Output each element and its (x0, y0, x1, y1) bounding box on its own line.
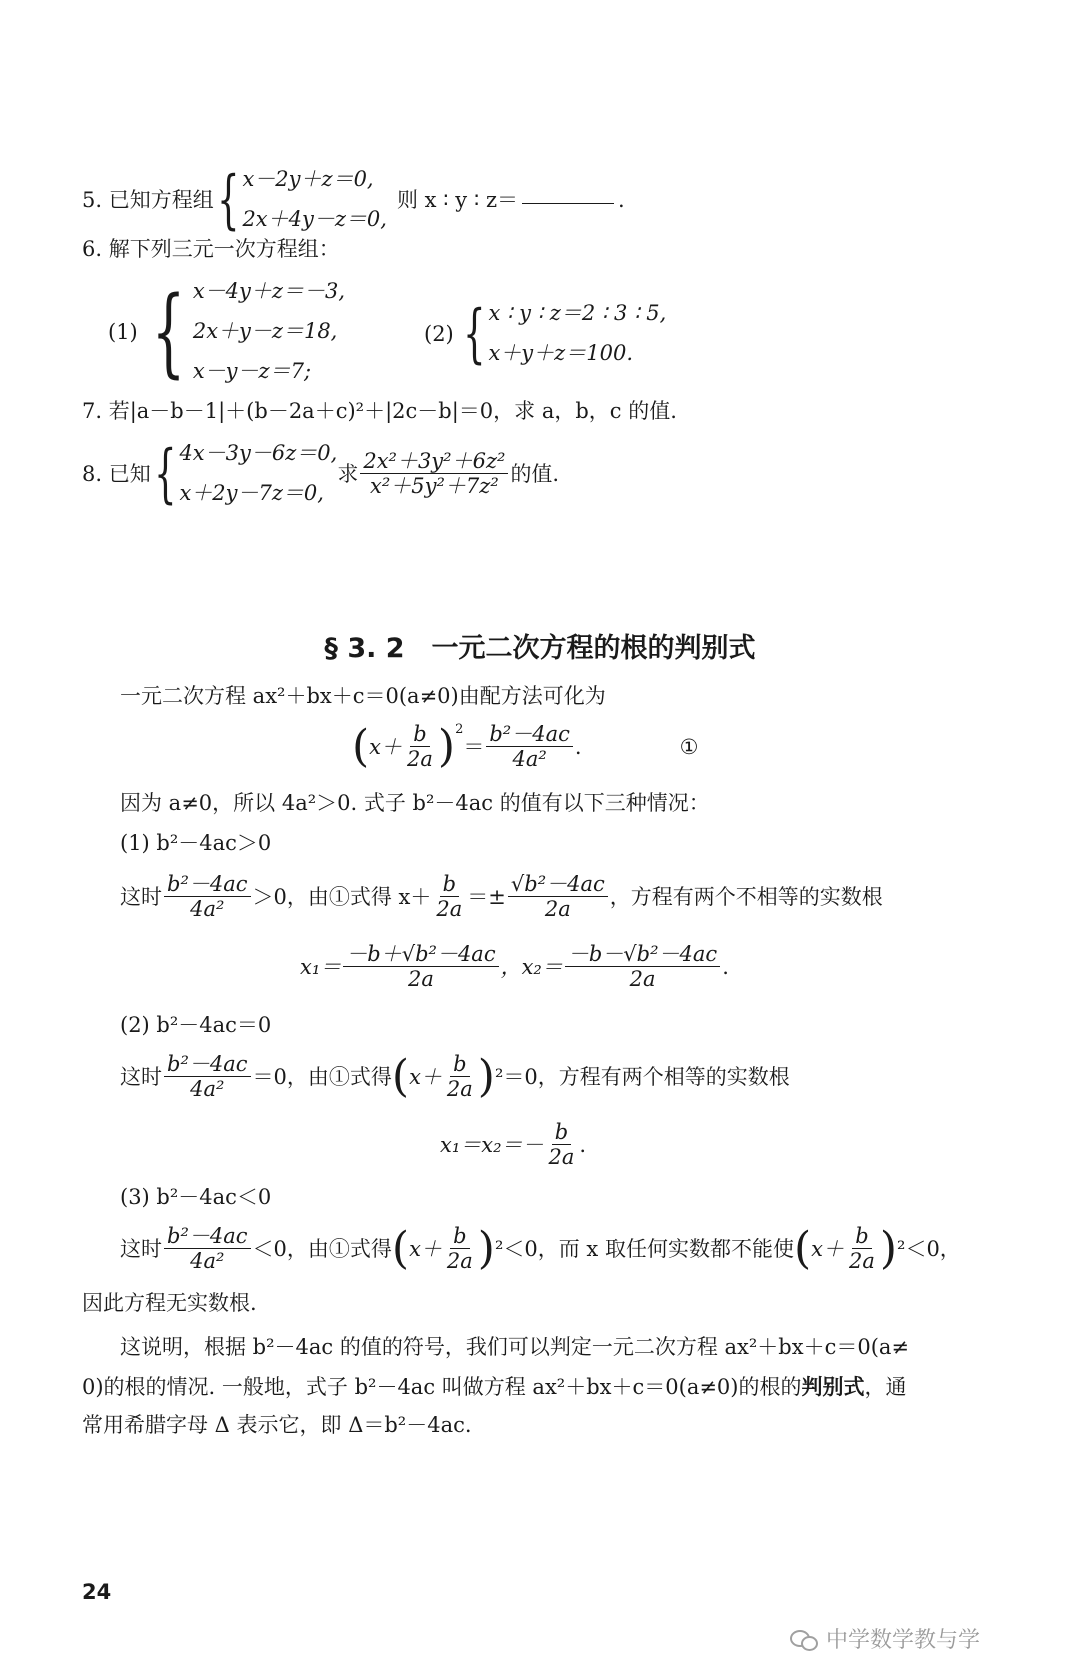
problem-8-label: 8. 已知 (82, 461, 151, 486)
fraction-denominator: 4a² (190, 897, 225, 922)
problem-6-sub1 (108, 272, 345, 392)
left-paren-icon: ( (793, 1222, 812, 1274)
case-3-prefix: 这时 (120, 1236, 162, 1261)
eq1-b-over-2a (404, 722, 436, 771)
sub2-eq2: x＋y＋z＝100. (488, 340, 633, 365)
fraction-numerator: b (410, 722, 429, 747)
problem-8-eq1: 4x－3y－6z＝0, (179, 441, 338, 465)
fraction-denominator: x²＋5y²＋7z² (370, 474, 499, 499)
problem-6-sub2 (424, 294, 666, 374)
case-3-text-d: ²＜0， (897, 1236, 961, 1261)
paragraph-line-3: 常用希腊字母 Δ 表示它，即 Δ＝b²－4ac. (82, 1413, 472, 1437)
right-paren-icon: ) (879, 1222, 898, 1274)
fraction-numerator: b (552, 1120, 571, 1145)
eq1-right-fraction (486, 722, 573, 771)
x2-fraction (565, 942, 720, 991)
brace-icon: { (153, 436, 177, 511)
fraction-denominator: 2a (446, 1249, 473, 1274)
case-3-continuation: 因此方程无实数根. (82, 1291, 257, 1315)
sub2-system (488, 294, 666, 374)
right-paren-icon: ) (477, 1222, 495, 1274)
fraction-numerator: b (440, 872, 459, 897)
answer-blank (522, 203, 614, 204)
fraction-numerator: b²－4ac (164, 1224, 251, 1249)
discriminant-fraction (164, 1224, 251, 1273)
problem-5-eq1: x－2y＋z＝0, (242, 167, 374, 191)
problem-5-eq2: 2x＋4y－z＝0, (242, 206, 387, 231)
problem-6-label: 6. 解下列三元一次方程组： (82, 237, 340, 261)
fraction-denominator: 2a (548, 1145, 575, 1170)
problem-5 (82, 160, 625, 240)
fraction-numerator: －b－√b²－4ac (565, 942, 720, 967)
case-1-prefix: 这时 (120, 884, 162, 909)
fraction-numerator: b²－4ac (164, 872, 251, 897)
problem-5-end: . (618, 187, 625, 212)
case-2-line (120, 1052, 790, 1101)
double-root-fraction (546, 1120, 578, 1169)
case-2-text-c: ²＝0，方程有两个相等的实数根 (494, 1064, 790, 1089)
case-2-prefix: 这时 (120, 1064, 162, 1089)
x2-label: ，x₂＝ (500, 954, 563, 979)
page-number: 24 (82, 1580, 112, 1604)
double-root-end: . (579, 1132, 587, 1157)
problem-5-system (242, 160, 387, 240)
paragraph-line-2 (82, 1374, 906, 1400)
fraction-denominator: 2a (848, 1249, 875, 1274)
case-3-text-c: ²＜0，而 x 取任何实数都不能使 (494, 1236, 794, 1261)
discriminant-term: 判别式 (801, 1374, 865, 1399)
root-fraction (508, 872, 608, 921)
case-2-heading: (2) b²－4ac＝0 (120, 1013, 272, 1037)
discriminant-fraction (164, 872, 251, 921)
case-3-heading: (3) b²－4ac＜0 (120, 1185, 272, 1209)
fraction-numerator: √b²－4ac (508, 872, 608, 897)
sub1-eq3: x－y－z＝7; (192, 358, 312, 383)
problem-5-label: 5. 已知方程组 (82, 187, 214, 212)
case-2-x: x＋ (409, 1064, 442, 1089)
watermark (790, 1623, 980, 1654)
eq1-equals: ＝ (463, 734, 485, 759)
sub1-eq1: x－4y＋z＝－3, (192, 279, 345, 303)
fraction-denominator: 4a² (190, 1249, 225, 1274)
b-over-2a-fraction (433, 872, 465, 921)
fraction-numerator: b²－4ac (164, 1052, 251, 1077)
problem-8-mid: 求 (337, 461, 359, 486)
roots-end: . (722, 954, 729, 979)
paragraph-line-1: 这说明，根据 b²－4ac 的值的符号，我们可以判定一元二次方程 ax²＋bx＋c＝0(a≠ (120, 1335, 910, 1359)
sub1-eq2: 2x＋y－z＝18, (192, 318, 338, 343)
paragraph-line-2-text: 0)的根的情况. 一般地，式子 b²－4ac 叫做方程 ax²＋bx＋c＝0(a≠0)的根的 (82, 1375, 802, 1399)
b-over-2a-fraction (444, 1224, 476, 1273)
section-title: § 3. 2 一元二次方程的根的判别式 (324, 633, 756, 664)
brace-icon: { (216, 162, 240, 237)
fraction-denominator: 4a² (190, 1077, 225, 1102)
case-1-heading: (1) b²－4ac＞0 (120, 831, 272, 855)
left-paren-icon: ( (391, 1050, 410, 1102)
right-paren-icon: ) (477, 1050, 495, 1102)
case-2-text-b: ＝0，由①式得 (252, 1064, 392, 1089)
case-3-x: x＋ (409, 1236, 442, 1261)
case-1-text-c: ＝± (467, 884, 506, 909)
case-3-x2: x＋ (811, 1236, 844, 1261)
problem-7: 7. 若|a－b－1|＋(b－2a＋c)²＋|2c－b|＝0，求 a，b，c 的值. (82, 399, 677, 423)
problem-5-tail: 则 x ∶ y ∶ z＝ (396, 187, 519, 212)
equation-marker: ① (679, 734, 699, 759)
fraction-numerator: b (852, 1224, 871, 1249)
equation-1 (352, 722, 698, 771)
fraction-numerator: b (450, 1052, 469, 1077)
problem-8-tail: 的值. (510, 461, 560, 486)
because-line: 因为 a≠0，所以 4a²＞0. 式子 b²－4ac 的值有以下三种情况： (120, 791, 710, 815)
fraction-denominator: 2a (407, 967, 434, 992)
eq1-left: x＋ (369, 734, 403, 759)
fraction-denominator: 2a (446, 1077, 473, 1102)
fraction-denominator: 2a (436, 897, 463, 922)
brace-icon: { (462, 296, 486, 371)
roots-line (300, 942, 729, 991)
sub2-eq1: x ∶ y ∶ z＝2 ∶ 3 ∶ 5, (488, 301, 667, 325)
watermark-text: 中学数学教与学 (826, 1628, 981, 1653)
left-paren-icon: ( (391, 1222, 410, 1274)
eq1-end: . (574, 734, 582, 759)
eq1-square: 2 (455, 722, 464, 737)
fraction-denominator: 2a (629, 967, 656, 992)
case-1-text-d: ，方程有两个不相等的实数根 (609, 884, 883, 909)
x1-label: x₁＝ (300, 954, 342, 979)
problem-8-system (179, 434, 337, 514)
sub1-label: (1) (108, 319, 138, 344)
fraction-denominator: 4a² (512, 747, 547, 772)
fraction-numerator: －b＋√b²－4ac (343, 942, 498, 967)
wechat-icon (790, 1628, 818, 1650)
fraction-denominator: 2a (544, 897, 571, 922)
sub1-system (193, 272, 345, 392)
right-paren-icon: ) (437, 720, 456, 772)
fraction-numerator: b (450, 1224, 469, 1249)
problem-8 (82, 434, 559, 514)
sub2-label: (2) (424, 321, 454, 346)
problem-8-eq2: x＋2y－7z＝0, (179, 480, 324, 505)
double-root-label: x₁＝x₂＝－ (440, 1132, 544, 1157)
problem-8-fraction (360, 449, 508, 498)
discriminant-fraction (164, 1052, 251, 1101)
intro-line: 一元二次方程 ax²＋bx＋c＝0(a≠0)由配方法可化为 (120, 684, 606, 708)
fraction-numerator: b²－4ac (486, 722, 573, 747)
fraction-numerator: 2x²＋3y²＋6z² (360, 449, 508, 474)
left-paren-icon: ( (352, 720, 370, 772)
brace-icon: { (151, 275, 186, 388)
double-root-line (440, 1120, 586, 1169)
paragraph-line-2-tail: ，通 (864, 1375, 907, 1399)
x1-fraction (343, 942, 498, 991)
b-over-2a-fraction-2 (846, 1224, 878, 1273)
case-1-line (120, 872, 883, 921)
case-3-line (120, 1224, 961, 1273)
case-3-text-b: ＜0，由①式得 (252, 1236, 392, 1261)
b-over-2a-fraction (444, 1052, 476, 1101)
fraction-denominator: 2a (407, 747, 433, 772)
case-1-text-b: ＞0，由①式得 x＋ (252, 884, 432, 909)
